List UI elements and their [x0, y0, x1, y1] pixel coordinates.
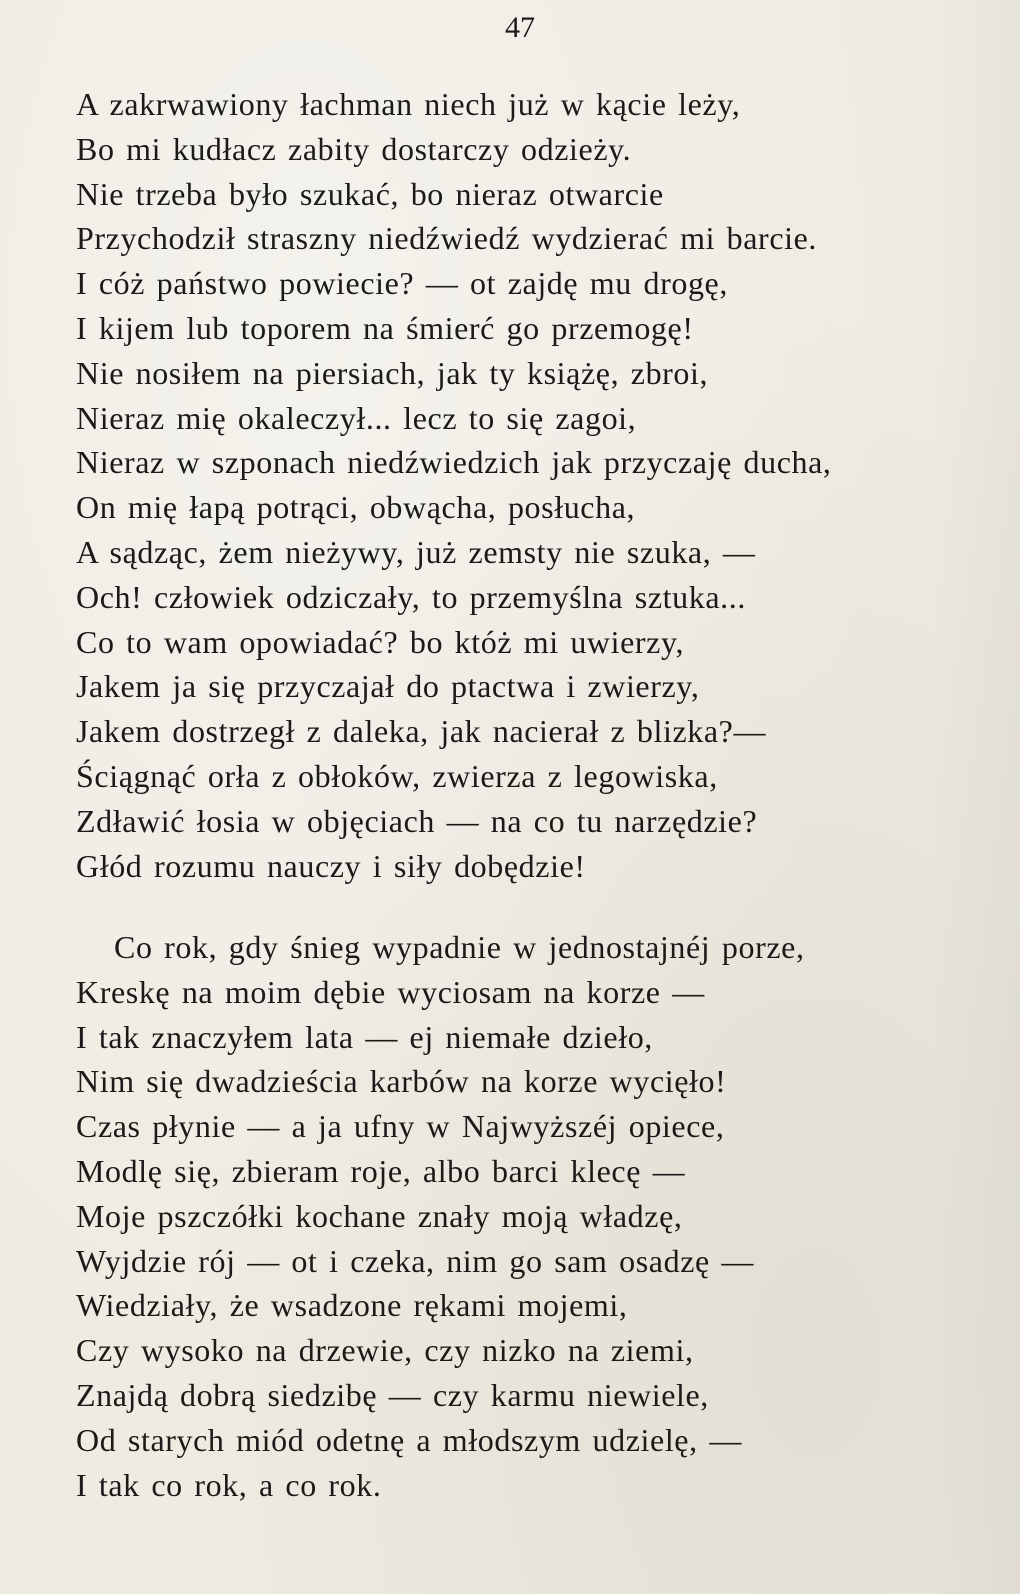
verse-line: Znajdą dobrą siedzibę — czy karmu niewiele, [76, 1376, 709, 1413]
verse-line: Co rok, gdy śnieg wypadnie w jednostajnéj porze, [114, 929, 805, 965]
verse-line: A sądząc, żem nieżywy, już zemsty nie szuka, — [76, 533, 756, 570]
verse-line: I kijem lub toporem na śmierć go przemogę! [76, 309, 694, 346]
verse-line: Wiedziały, że wsadzone rękami mojemi, [76, 1287, 628, 1324]
verse-line: Jakem ja się przyczajał do ptactwa i zwierzy, [76, 668, 700, 705]
verse-line: Bo mi kudłacz zabity dostarczy odzieży. [76, 130, 632, 167]
stanza-2 [76, 925, 805, 1507]
verse-line: Jakem dostrzegł z daleka, jak nacierał z blizka?— [76, 713, 767, 750]
verse-line: Nieraz w szponach niedźwiedzich jak przyczaję ducha, [76, 444, 832, 481]
verse-line: Od starych miód odetnę a młodszym udzielę, — [76, 1421, 742, 1458]
page-edge-shading [930, 0, 1020, 1594]
verse-line: Czas płynie — a ja ufny w Najwyższéj opiece, [76, 1108, 725, 1145]
verse-line: Kreskę na moim dębie wyciosam na korze — [76, 973, 705, 1010]
verse-line: Czy wysoko na drzewie, czy nizko na ziemi, [76, 1332, 694, 1369]
page-number: 47 [505, 11, 535, 44]
verse-line: Nie trzeba było szukać, bo nieraz otwarcie [76, 175, 664, 212]
stanza-1 [76, 82, 832, 888]
verse-line: Nie nosiłem na piersiach, jak ty książę, zbroi, [76, 354, 709, 391]
verse-line: On mię łapą potrąci, obwącha, posłucha, [76, 489, 636, 526]
verse-line: Co to wam opowiadać? bo któż mi uwierzy, [76, 623, 685, 660]
verse-line: Ściągnąć orła z obłoków, zwierza z legowiska, [76, 757, 718, 794]
verse-line: I tak co rok, a co rok. [76, 1466, 382, 1503]
verse-line: A zakrwawiony łachman niech już w kącie leży, [76, 86, 741, 122]
verse-line: Nim się dwadzieścia karbów na korze wycięło! [76, 1063, 727, 1100]
verse-line: I cóż państwo powiecie? — ot zajdę mu drogę, [76, 265, 728, 302]
verse-line: Moje pszczółki kochane znały moją władzę, [76, 1197, 683, 1234]
verse-line: Głód rozumu nauczy i siły dobędzie! [76, 847, 586, 884]
verse-line: Modlę się, zbieram roje, albo barci klecę — [76, 1152, 686, 1189]
verse-line: Wyjdzie rój — ot i czeka, nim go sam osadzę — [76, 1242, 754, 1279]
verse-line: Zdławić łosia w objęciach — na co tu narzędzie? [76, 802, 758, 839]
verse-line: Och! człowiek odziczały, to przemyślna sztuka... [76, 578, 746, 615]
verse-line: Przychodził straszny niedźwiedź wydzierać mi barcie. [76, 220, 818, 257]
verse-line: I tak znaczyłem lata — ej niemałe dzieło, [76, 1018, 653, 1055]
verse-line: Nieraz mię okaleczył... lecz to się zagoi, [76, 399, 637, 436]
